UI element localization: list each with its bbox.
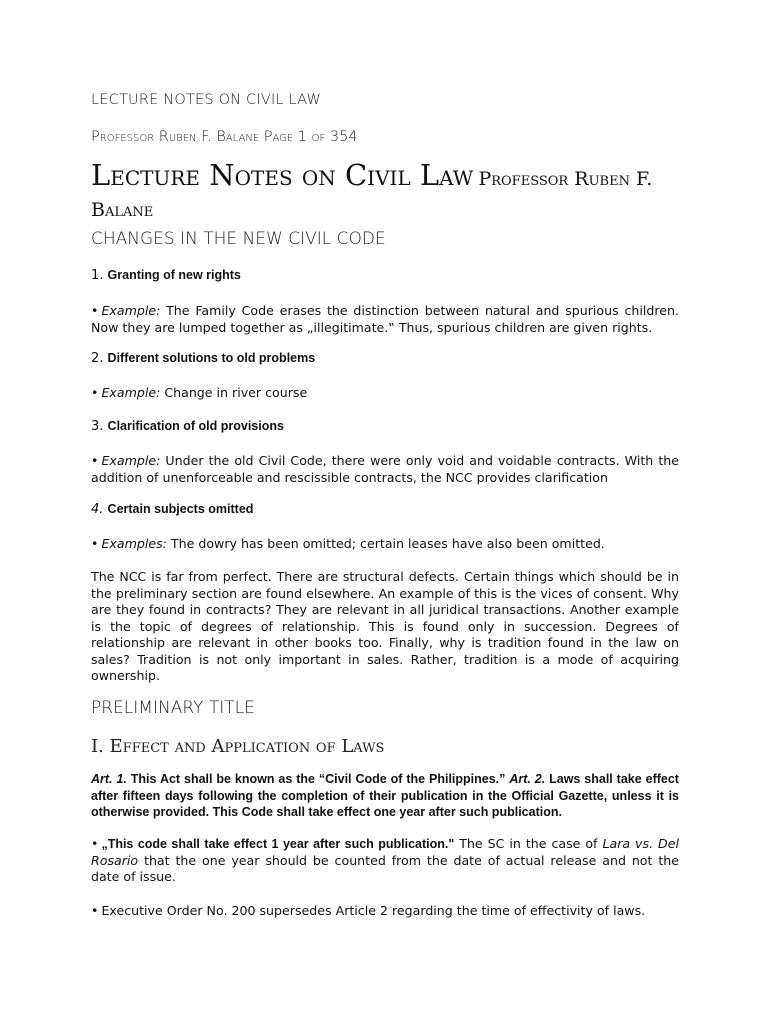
case-name: Lara vs. Del Rosario: [91, 836, 679, 868]
running-header-title: LECTURE NOTES ON CIVIL LAW: [91, 92, 321, 108]
example-text: The dowry has been omitted; certain leases have also been omitted.: [166, 536, 605, 551]
example-text: The Family Code erases the distinction between natural and spurious children. Now they are lumped together as „illegitimate.‟ Thus, spurious children are given rights.: [91, 303, 679, 335]
section-heading-effect: I. Effect and Application of Laws: [91, 736, 385, 757]
ncc-paragraph: The NCC is far from perfect. There are structural defects. Certain things which should be in the preliminary section are found elsewhere. An example of this is the vices of consent. Why are they found in contracts? They are relevant in all juridical transactions. Another example is the topic of degrees of relationship. This is found only in succession. Degrees of relationship are relevant in other books too. Finally, why is tradition found in the law on sales? Tradition is not only important in sales. Rather, tradition is a mode of acquiring ownership.: [91, 569, 679, 683]
item-number: 4.: [91, 502, 104, 517]
note-paragraph-2: [91, 903, 679, 920]
example-paragraph-3: [91, 453, 679, 486]
article-text: [91, 771, 679, 821]
example-label: Example:: [101, 303, 161, 318]
bullet: •: [91, 453, 99, 468]
section-heading-changes: CHANGES IN THE NEW CIVIL CODE: [91, 229, 386, 249]
note-paragraph-1: [91, 836, 679, 886]
note-text-b: that the one year should be counted from the date of actual release and not the date of issue.: [91, 852, 679, 884]
bullet: •: [91, 903, 99, 918]
article-2-text: Laws shall take effect after fifteen days following the completion of their publication in the Official Gazette, unless it is otherwise provided. This Code shall take effect one year after such publication.: [91, 772, 679, 819]
example-paragraph-4: [91, 536, 679, 553]
example-text: Change in river course: [160, 385, 308, 400]
item-heading-2: [91, 351, 315, 366]
bullet: •: [91, 836, 99, 851]
item-heading-3: [91, 419, 284, 434]
item-heading-text: Certain subjects omitted: [107, 502, 254, 516]
example-paragraph-1: [91, 303, 679, 336]
item-number: 1.: [91, 268, 104, 283]
bullet: •: [91, 385, 99, 400]
item-heading-1: [91, 268, 241, 283]
note-text: Executive Order No. 200 supersedes Article 2 regarding the time of effectivity of laws.: [101, 903, 646, 918]
note-quote: „This code shall take effect 1 year after such publication.": [101, 837, 455, 851]
running-header-author-page: Professor Ruben F. Balane Page 1 of 354: [91, 129, 358, 145]
title-author-b: Balane: [91, 199, 154, 221]
item-heading-4: [91, 502, 253, 517]
example-label: Example:: [101, 453, 161, 468]
example-label: Example:: [101, 385, 161, 400]
item-heading-text: Granting of new rights: [107, 268, 241, 282]
article-1-text: This Act shall be known as the “Civil Code of the Philippines.”: [126, 772, 510, 786]
example-text: Under the old Civil Code, there were only void and voidable contracts. With the addition of unenforceable and rescissible contracts, the NCC provides clarification: [91, 453, 679, 485]
example-label: Examples:: [101, 536, 167, 551]
document-title: [91, 160, 691, 226]
section-heading-preliminary: PRELIMINARY TITLE: [91, 698, 255, 718]
title-main: Lecture Notes on Civil Law: [91, 158, 474, 192]
item-number: 3.: [91, 419, 104, 434]
item-heading-text: Different solutions to old problems: [107, 351, 316, 365]
item-heading-text: Clarification of old provisions: [107, 419, 284, 433]
article-1-label: Art. 1.: [91, 772, 127, 786]
example-paragraph-2: [91, 385, 679, 402]
note-text-a: The SC in the case of: [454, 836, 603, 851]
article-2-label: Art. 2.: [509, 772, 546, 786]
bullet: •: [91, 303, 99, 318]
bullet: •: [91, 536, 99, 551]
item-number: 2.: [91, 351, 104, 366]
title-author-a: Professor Ruben F.: [478, 168, 653, 190]
